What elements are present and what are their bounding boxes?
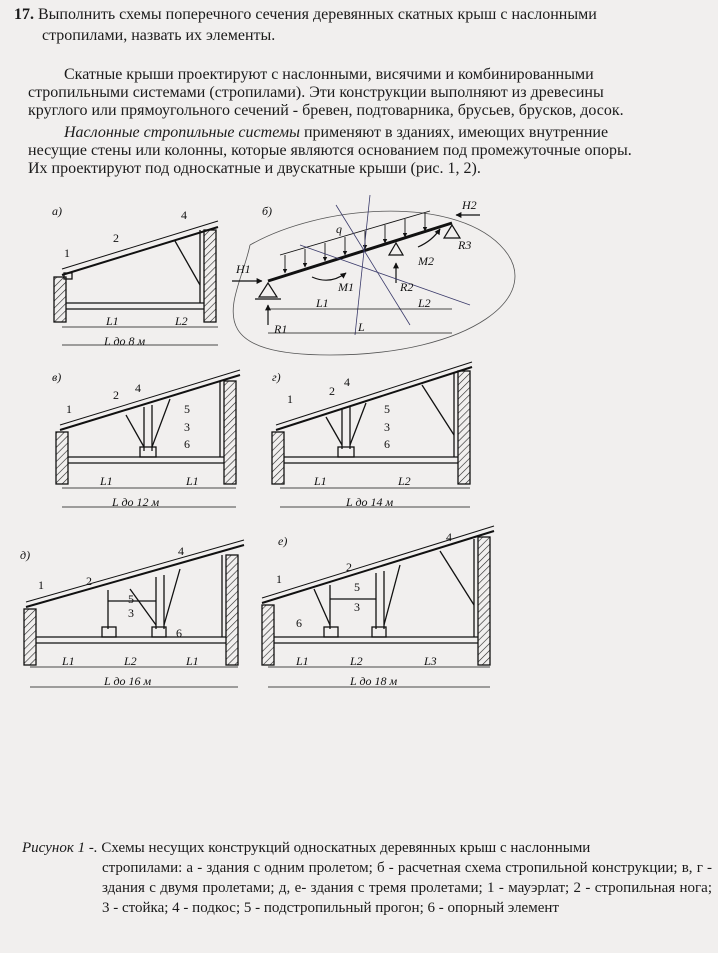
paragraph-2-italic: Наслонные стропильные системы [64, 124, 300, 141]
fig-e-label-1: 1 [276, 572, 282, 586]
fig-v-dim-l1b: L1 [186, 474, 199, 488]
task-number: 17. [14, 6, 34, 23]
fig-g-label-5: 5 [384, 402, 390, 416]
figure-d-letter: д) [20, 548, 31, 562]
fig-g-dim-l2: L2 [398, 474, 411, 488]
fig-b-m1: M1 [338, 280, 354, 294]
fig-e-dim-total: L до 18 м [350, 674, 398, 688]
fig-g-label-4: 4 [344, 375, 350, 389]
fig-e-label-2: 2 [346, 560, 352, 574]
figure-b [232, 195, 515, 355]
fig-e-dim-l2: L2 [350, 654, 363, 668]
paragraph-1-line1: Скатные крыши проектируют с наслонными, висячими и комбинированными [64, 66, 594, 83]
fig-d-label-4: 4 [178, 544, 184, 558]
fig-e-label-5: 5 [354, 580, 360, 594]
figure-e [262, 526, 494, 688]
fig-a-label-1: 1 [64, 246, 70, 260]
fig-d-label-2: 2 [86, 574, 92, 588]
fig-v-label-3: 3 [184, 420, 190, 434]
fig-g-label-2: 2 [329, 384, 335, 398]
fig-g-label-3: 3 [384, 420, 390, 434]
figures-area [0, 185, 718, 705]
fig-b-m2: M2 [418, 254, 434, 268]
fig-d-dim-total: L до 16 м [104, 674, 152, 688]
figure-b-letter: б) [262, 204, 273, 218]
paragraph-1-line3: круглого или прямоугольного сечений - бревен, подтоварника, брусьев, брусков, досок. [28, 102, 624, 119]
fig-d-dim-l1a: L1 [62, 654, 75, 668]
paragraph-2 [28, 124, 706, 178]
fig-b-r3: R3 [458, 238, 472, 252]
fig-d-label-6: 6 [176, 626, 182, 640]
paragraph-2-line3: Их проектируют под односкатные и двускатные крыши (рис. 1, 2). [28, 160, 481, 177]
fig-b-h2: H2 [462, 198, 477, 212]
figure-caption [22, 838, 712, 918]
figure-g-letter: г) [272, 370, 281, 384]
paragraph-1-line2: стропильными системами (стропилами). Эти конструкции выполняют из древесины [28, 84, 604, 101]
fig-b-q: q [336, 222, 342, 236]
fig-d-dim-l1b: L1 [186, 654, 199, 668]
figure-g [272, 362, 472, 509]
caption-label: Рисунок 1 -. [22, 840, 98, 856]
caption-body: стропилами: а - здания с одним пролетом; б - расчетная схема стропильной конструкции; в, г - здания с двумя пролетами; д, е- здания с тремя пролетами; 1 - мауэрлат; 2 - стропильная нога; 3 - стойка; 4 - подкос; 5 - подстропильный прогон; 6 - опорный элемент [102, 860, 712, 916]
fig-g-label-6: 6 [384, 437, 390, 451]
fig-b-l2: L2 [418, 296, 431, 310]
fig-v-label-1: 1 [66, 402, 72, 416]
fig-a-label-2: 2 [113, 231, 119, 245]
fig-e-label-6: 6 [296, 616, 302, 630]
fig-a-dim-l1: L1 [106, 314, 119, 328]
fig-e-dim-l3: L3 [424, 654, 437, 668]
fig-v-dim-total: L до 12 м [112, 495, 160, 509]
fig-b-l1: L1 [316, 296, 329, 310]
fig-e-dim-l1: L1 [296, 654, 309, 668]
caption-first-line: Схемы несущих конструкций односкатных деревянных крыш с наслонными [101, 840, 591, 856]
fig-v-label-4: 4 [135, 381, 141, 395]
fig-v-dim-l1a: L1 [100, 474, 113, 488]
fig-e-label-4: 4 [446, 530, 452, 544]
figure-v-letter: в) [52, 370, 62, 384]
paragraph-2-line1: применяют в зданиях, имеющих внутренние [303, 124, 609, 141]
figure-a [52, 204, 218, 348]
fig-e-label-3: 3 [354, 600, 360, 614]
fig-v-label-5: 5 [184, 402, 190, 416]
figure-e-letter: е) [278, 534, 288, 548]
fig-a-dim-total: L до 8 м [104, 334, 146, 348]
fig-d-label-5: 5 [128, 592, 134, 606]
fig-g-dim-total: L до 14 м [346, 495, 394, 509]
roof-schemes-figure [0, 185, 718, 705]
paragraph-1 [28, 66, 706, 120]
fig-v-label-2: 2 [113, 388, 119, 402]
figure-v [52, 370, 240, 509]
task-heading [14, 4, 704, 46]
figure-a-letter: а) [52, 204, 62, 218]
fig-v-label-6: 6 [184, 437, 190, 451]
fig-g-dim-l1: L1 [314, 474, 327, 488]
fig-b-h1: H1 [236, 262, 251, 276]
task-heading-line1: Выполнить схемы поперечного сечения деревянных скатных крыш с наслонными [38, 6, 597, 23]
fig-b-r2: R2 [400, 280, 414, 294]
fig-b-l: L [358, 320, 365, 334]
paragraph-2-line2: несущие стены или колонны, которые являются основанием под промежуточные опоры. [28, 142, 632, 159]
fig-b-r1: R1 [274, 322, 288, 336]
fig-g-label-1: 1 [287, 392, 293, 406]
fig-d-label-1: 1 [38, 578, 44, 592]
fig-a-label-4: 4 [181, 208, 187, 222]
fig-d-dim-l2: L2 [124, 654, 137, 668]
task-heading-line2: стропилами, назвать их элементы. [42, 27, 276, 44]
fig-d-label-3: 3 [128, 606, 134, 620]
figure-d [20, 540, 244, 688]
fig-a-dim-l2: L2 [175, 314, 188, 328]
